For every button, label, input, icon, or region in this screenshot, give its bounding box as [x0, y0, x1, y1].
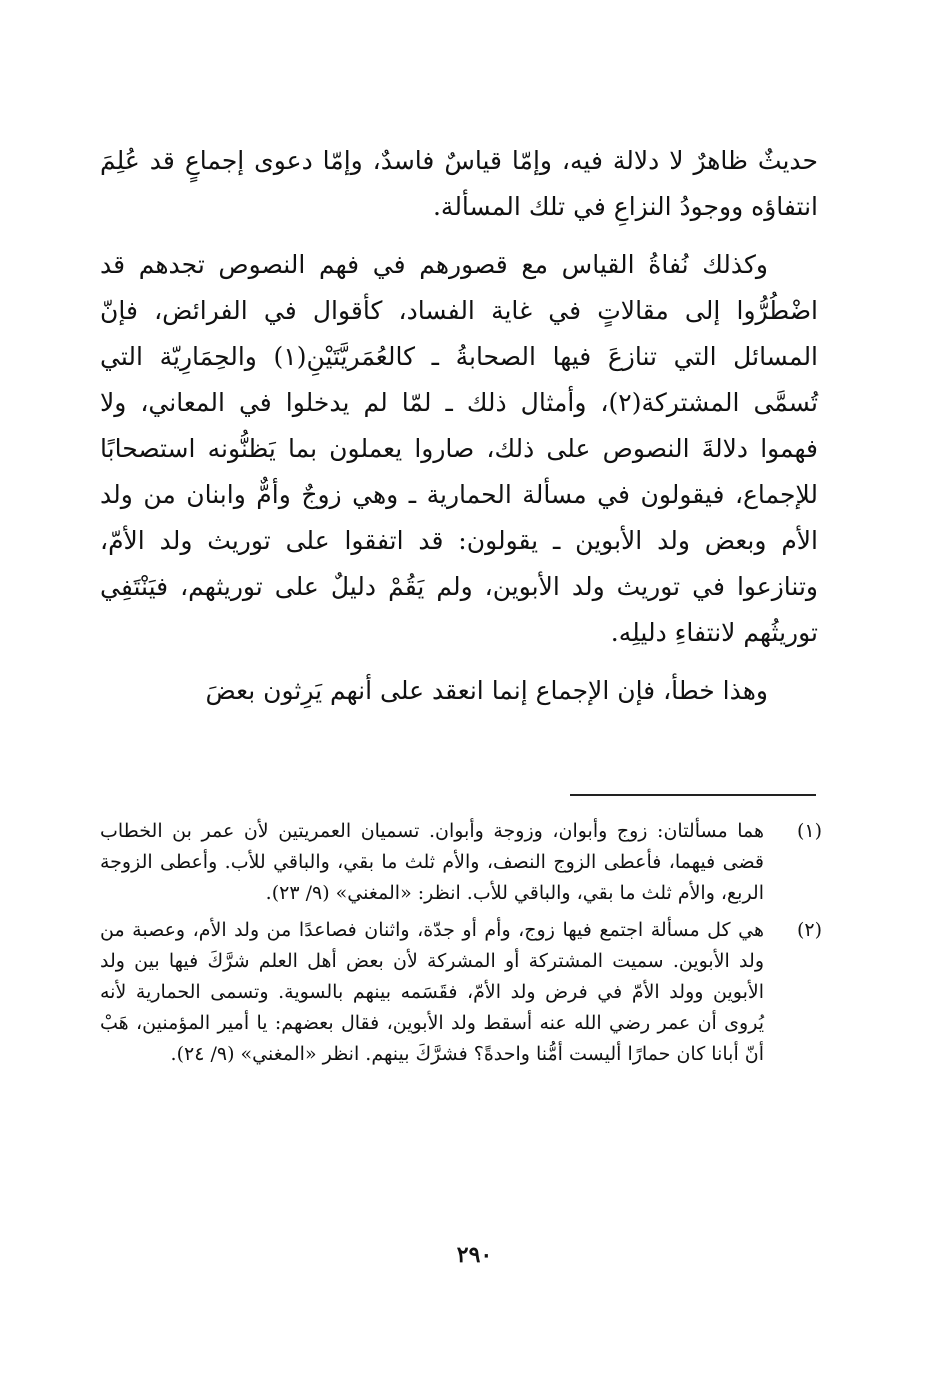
footnote-marker: (٢): [796, 919, 822, 941]
footnote-text: هما مسألتان: زوج وأبوان، وزوجة وأبوان. تسميان العمريتين لأن عمر بن الخطاب قضى فيهما، فأعطى الزوج النصف، والأم ثلث ما بقي، والباقي للأب. وأعطى الزوجة الربع، والأم ثلث ما بقي، والباقي للأب. انظر: «المغني» (٩/ ٢٣).: [100, 820, 764, 904]
paragraph-3: وهذا خطأ، فإن الإجماع إنما انعقد على أنهم يَرِثون بعضَ: [205, 676, 768, 705]
footnote-marker: (١): [796, 820, 822, 842]
footnotes-block: [100, 816, 822, 1076]
main-text-block: [100, 138, 818, 714]
footnote-2: [100, 915, 822, 1070]
footnote-1: [100, 816, 822, 909]
footnote-text: هي كل مسألة اجتمع فيها زوج، وأم أو جدّة، واثنان فصاعدًا من ولد الأم، وعصبة من ولد الأبوين. سميت المشتركة أو المشركة لأن بعض أهل العلم شرَّكَ فيها بين ولد الأبوين وولد الأمّ في فرض ولد الأمّ، فقَسَمه بينهم بالسوية. وتسمى الحمارية لأنه يُروى أن عمر رضي الله عنه أسقط ولد الأبوين، فقال بعضهم: يا أمير المؤمنين، هَبْ أنّ أبانا كان حمارًا أليست أمُّنا واحدةً؟ فشرَّكَ بينهم. انظر «المغني» (٩/ ٢٤).: [100, 919, 764, 1065]
paragraph-2: وكذلك نُفاةُ القياس مع قصورهم في فهم النصوص تجدهم قد اضْطُرُّوا إلى مقالاتٍ في غاية الفساد، كأقوال في الفرائض، فإنّ المسائل التي تنازعَ فيها الصحابةُ ـ كالعُمَريَّتَيْنِ(١) والحِمَارِيّة التي تُسمَّى المشتركة(٢)، وأمثال ذلك ـ لمّا لم يدخلوا في المعاني، ولا فهموا دلالةَ النصوص على ذلك، صاروا يعملون بما يَظنُّونه استصحابًا للإجماع، فيقولون في مسألة الحمارية ـ وهي زوجٌ وأمٌّ وابنان من ولد الأم وبعض ولد الأبوين ـ يقولون: قد اتفقوا على توريث ولد الأمّ، وتنازعوا في توريث ولد الأبوين، ولم يَقُمْ دليلٌ على توريثهم، فيَنْتَفِي توريثُهم لانتفاءِ دليلِه.: [100, 250, 819, 647]
page-number: ٢٩٠: [456, 1242, 493, 1268]
paragraph-1: حديثٌ ظاهرٌ لا دلالة فيه، وإمّا قياسٌ فاسدٌ، وإمّا دعوى إجماعٍ قد عُلِمَ انتفاؤه ووجودُ النزاعِ في تلك المسألة.: [100, 146, 818, 221]
footnote-separator: [570, 794, 816, 796]
